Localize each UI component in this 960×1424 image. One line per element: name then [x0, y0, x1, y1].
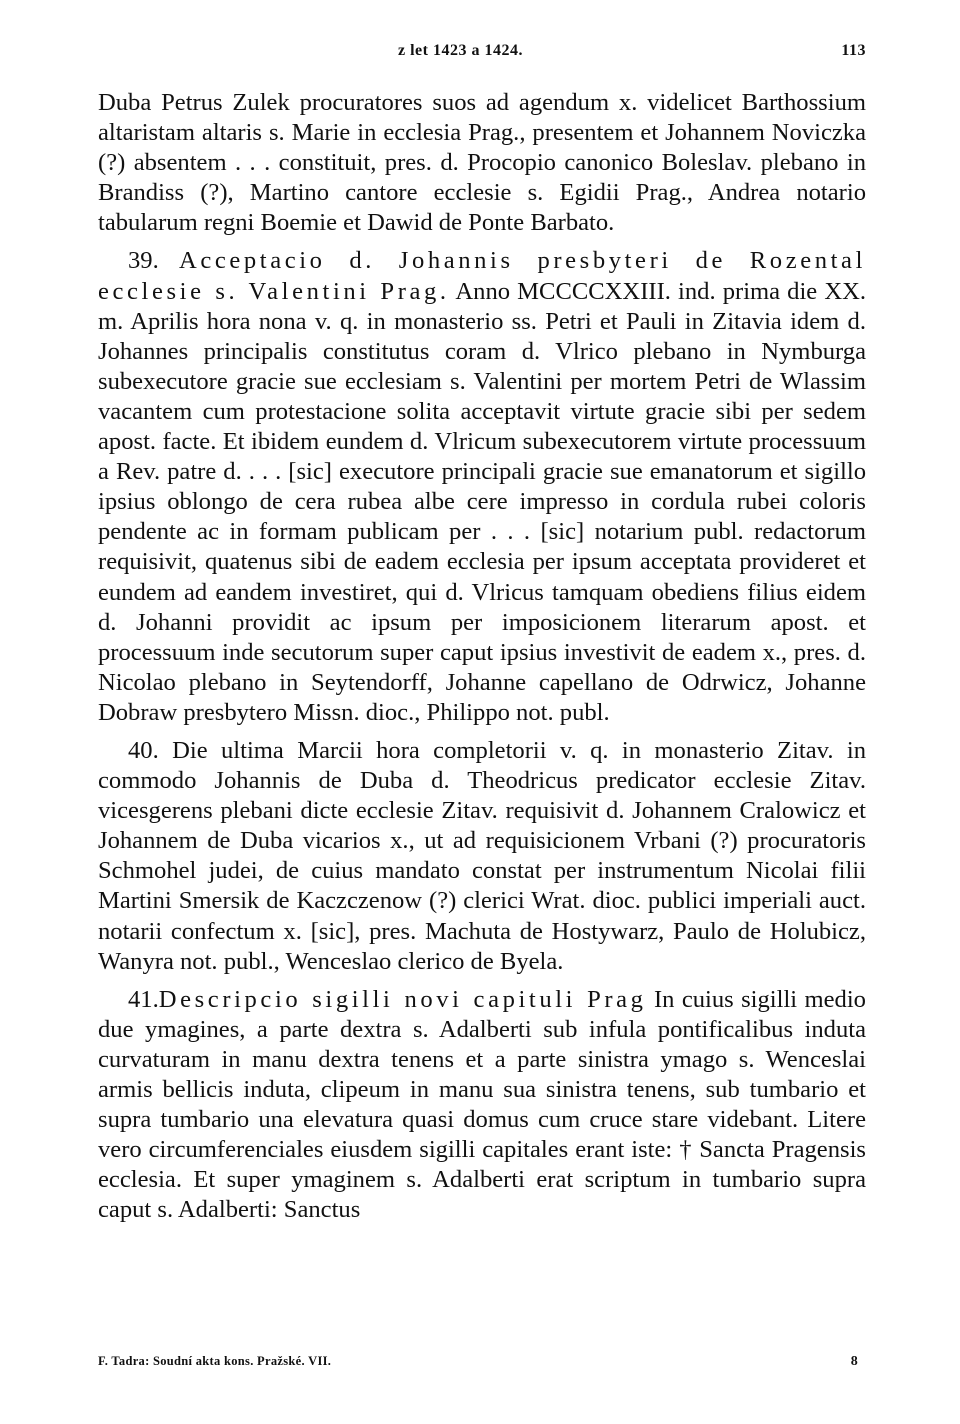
entry-heading: Acceptacio d. Johannis presbyteri de Rozental ecclesie s. Valentini Prag. — [98, 247, 867, 305]
paragraph-continuation — [98, 88, 866, 238]
page-number: 113 — [841, 42, 866, 59]
body-text — [98, 88, 866, 1225]
entry-number: 39. — [128, 247, 159, 275]
page-header — [98, 30, 866, 60]
entry-text: In cuius sigilli medio due ymagines, a parte dextra s. Adalberti sub infula pontificalibus induta curvaturam in manu dextra tenens et a parte sinistra ymago s. Wenceslai armis bellicis induta, clipeum in manu sua sinistra tenens, sub tumbario et supra tumbario una elevatura quasi domus cum cruce stare videbant. Litere vero circumferenciales eiusdem sigilli capitales erant iste: † Sancta Pragensis ecclesia. Et super ymaginem s. Adalberti erat scriptum in tumbario supra caput s. Adalberti: Sanctus — [98, 985, 866, 1224]
sheet-signature: 8 — [850, 1354, 858, 1369]
entry-text: Anno MCCCCXXIII. ind. prima die XX. m. Aprilis hora nona v. q. in monasterio ss. Petri et Pauli in Zitavia idem d. Johannes principalis constitutus coram d. Vlrico plebano in Nymburga subexecutore gracie sue ecclesiam s. Valentini per mortem Petri de Wlassim vacantem cum protestacione solita acceptavit virtute gracie sibi per sedem apost. facte. Et ibidem eundem d. Vlricum subexecutorem virtute processuum a Rev. patre d. . . . [sic] executore principali gracie sue emanatorum et sigillo ipsius oblongo de cera rubea albe cere impresso in cordula rubei coloris pendente ac in formam publicam per . . . [sic] notarium publ. redactorum requisivit, quatenus sibi de eadem ecclesia per ipsum acceptata provideret et eundem ad eandem investiret, qui d. Vlricus tamquam obediens filius eidem d. Johanni providit ac ipsum per imposicionem literarum apost. et processuum inde secutorum super caput ipsius investivit de eadem x., pres. d. Nicolao plebano in Seytendorff, Johanne capellano de Odrwicz, Johanne Dobraw presbytero Missn. dioc., Philippo not. publ. — [98, 277, 867, 726]
entry-number: 40. — [128, 736, 159, 764]
entry-39 — [98, 246, 866, 728]
entry-41 — [98, 985, 866, 1226]
paragraph-text: Duba Petrus Zulek procuratores suos ad agendum x. videlicet Barthossium altaristam altaris s. Marie in ecclesia Prag., presentem et Johannem Noviczka (?) absentem . . . constituit, pres. d. Procopio canonico Boleslav. plebano in Brandiss (?), Martino cantore ecclesie s. Egidii Prag., Andrea notario tabularum regni Boemie et Dawid de Ponte Barbato. — [98, 89, 866, 237]
page-footer — [98, 1354, 858, 1378]
document-page — [98, 30, 866, 1225]
entry-heading: Descripcio sigilli novi capituli Prag — [158, 985, 647, 1013]
running-title: z let 1423 a 1424. — [398, 42, 523, 59]
entry-number: 41. — [128, 985, 159, 1013]
source-note: F. Tadra: Soudní akta kons. Pražské. VII. — [98, 1354, 332, 1368]
entry-40 — [98, 736, 866, 977]
entry-text: Die ultima Marcii hora completorii v. q. in monasterio Zitav. in commodo Johannis de Duba d. Theodricus predicator ecclesie Zitav. vicesgerens plebani dicte ecclesie Zitav. requisivit d. Johannem Cralowicz et Johannem de Duba vicarios x., ut ad requisicionem Vrbani (?) procuratoris Schmohel judei, de cuius mandato constat per instrumentum Nicolai filii Martini Smersik de Kaczczenow (?) clerici Wrat. dioc. publici imperiali auct. notarii confectum x. [sic], pres. Machuta de Hostywarz, Paulo de Holubicz, Wanyra not. publ., Wenceslao clerico de Byela. — [98, 736, 867, 975]
